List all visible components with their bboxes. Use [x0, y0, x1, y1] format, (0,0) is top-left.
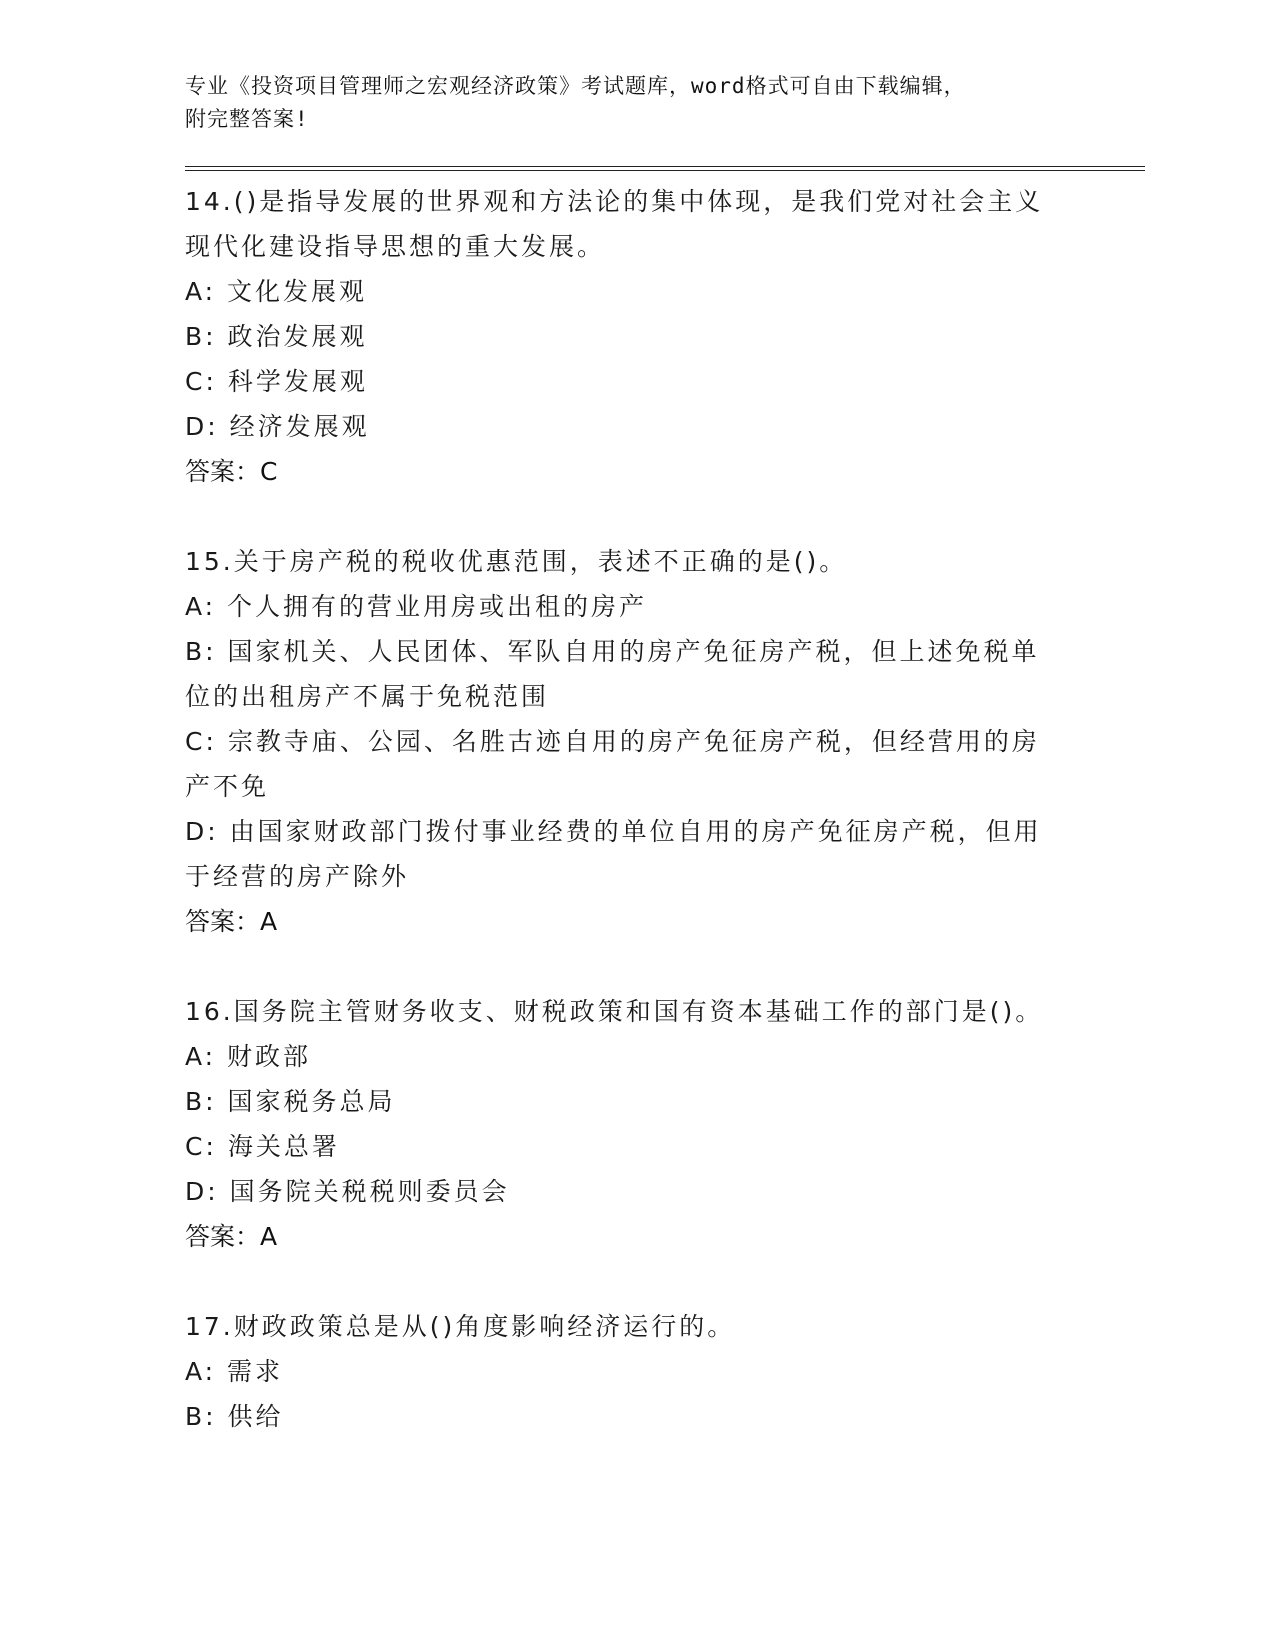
answer-option: B: 国家税务总局	[185, 1087, 396, 1116]
question-block	[185, 1304, 1065, 1439]
answer-option: A: 财政部	[185, 1042, 312, 1071]
answer-option: C: 海关总署	[185, 1132, 340, 1161]
header-divider	[185, 166, 1145, 171]
question-spacer	[185, 1259, 1065, 1304]
answer-option: D: 国务院关税税则委员会	[185, 1177, 510, 1206]
answer-option: C: 科学发展观	[185, 367, 368, 396]
question-stem: 15.关于房产税的税收优惠范围，表述不正确的是()。	[185, 547, 848, 576]
document-page	[185, 70, 1145, 1439]
header-line: 附完整答案!	[185, 107, 309, 131]
divider-line	[185, 170, 1145, 171]
question-stem: 17.财政政策总是从()角度影响经济运行的。	[185, 1312, 736, 1341]
question-stem: 14.()是指导发展的世界观和方法论的集中体现，是我们党对社会主义	[185, 187, 1044, 216]
divider-line	[185, 166, 1145, 167]
question-block	[185, 989, 1065, 1304]
answer-option: A: 文化发展观	[185, 277, 368, 306]
header-line: 专业《投资项目管理师之宏观经济政策》考试题库，word格式可自由下载编辑，	[185, 74, 966, 98]
question-block	[185, 179, 1065, 539]
question-list	[185, 179, 1145, 1439]
question-block	[185, 539, 1065, 989]
answer-option: 产不免	[185, 772, 270, 801]
answer-key: 答案：C	[185, 457, 278, 486]
answer-option: B: 国家机关、人民团体、军队自用的房产免征房产税，但上述免税单	[185, 637, 1040, 666]
question-stem: 16.国务院主管财务收支、财税政策和国有资本基础工作的部门是()。	[185, 997, 1044, 1026]
answer-option: 位的出租房产不属于免税范围	[185, 682, 550, 711]
answer-option: D: 经济发展观	[185, 412, 370, 441]
question-spacer	[185, 494, 1065, 539]
answer-option: B: 政治发展观	[185, 322, 368, 351]
question-stem: 现代化建设指导思想的重大发展。	[185, 232, 606, 261]
document-header	[185, 70, 1065, 136]
answer-option: B: 供给	[185, 1402, 284, 1431]
answer-key: 答案：A	[185, 1222, 278, 1251]
answer-key: 答案：A	[185, 907, 278, 936]
answer-option: A: 个人拥有的营业用房或出租的房产	[185, 592, 648, 621]
answer-option: D: 由国家财政部门拨付事业经费的单位自用的房产免征房产税，但用	[185, 817, 1042, 846]
answer-option: A: 需求	[185, 1357, 284, 1386]
answer-option: 于经营的房产除外	[185, 862, 410, 891]
question-spacer	[185, 944, 1065, 989]
answer-option: C: 宗教寺庙、公园、名胜古迹自用的房产免征房产税，但经营用的房	[185, 727, 1040, 756]
